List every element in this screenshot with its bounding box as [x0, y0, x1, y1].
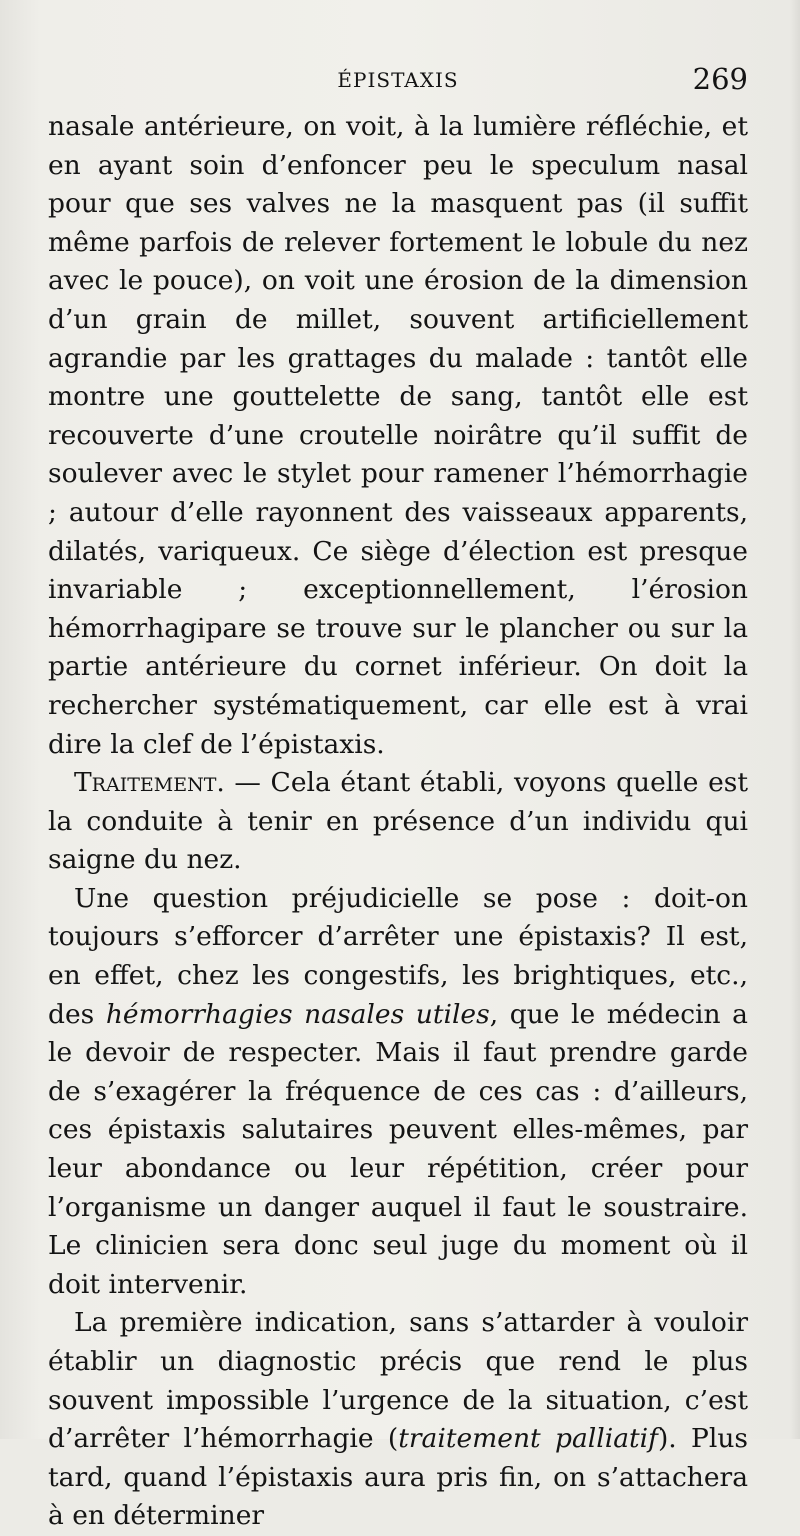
paragraph-4 [48, 1304, 748, 1536]
paragraph-1 [48, 108, 748, 764]
paragraph-4-italic: traitement palliatif [398, 1423, 658, 1455]
paragraph-4-before: La première indication, sans s’attarder à vouloir établir un diagnostic précis que rend le plus souvent impossible l’urgence de la situation, c’est d’arrêter l’hémorrhagie ( [48, 1307, 748, 1455]
paragraph-3-italic: hémorrhagies nasales utiles [105, 998, 490, 1030]
paragraph-4-after: ). Plus tard, quand l’épistaxis aura pris fin, on s’attachera à en déterminer [48, 1423, 748, 1532]
running-header [48, 62, 748, 102]
paragraph-2 [48, 764, 748, 880]
paragraph-1-text: nasale antérieure, on voit, à la lumière réfléchie, et en ayant soin d’enfoncer peu le speculum nasal pour que ses valves ne la masquent pas (il suffit même parfois de relever fortement le lobule du nez avec le pouce), on voit une érosion de la dimension d’un grain de millet, souvent artificiellement agrandie par les grattages du malade : tantôt elle montre une gouttelette de sang, tantôt elle est recouverte d’une croutelle noirâtre qu’il suffit de soulever avec le stylet pour ramener l’hémorrhagie ; autour d’elle rayonnent des vaisseaux apparents, dilatés, variqueux. Ce siège d’élection est presque invariable ; exceptionnellement, l’érosion hémorrhagipare se trouve sur le plancher ou sur la partie antérieure du cornet inférieur. On doit la rechercher systématiquement, car elle est à vrai dire la clef de l’épistaxis. [48, 111, 748, 760]
paragraph-3-before: Une question préjudicielle se pose : doit-on toujours s’efforcer d’arrêter une épistaxis? Il est, en effet, chez les congestifs, les brightiques, etc., des [48, 882, 748, 1030]
paragraph-3-after: , que le médecin a le devoir de respecter. Mais il faut prendre garde de s’exagérer la fréquence de ces cas : d’ailleurs, ces épistaxis salutaires peuvent elles-mêmes, par leur abondance ou leur répétition, créer pour l’organisme un danger auquel il faut le soustraire. Le clinicien sera donc seul juge du moment où il doit intervenir. [48, 998, 748, 1300]
section-lead-traitement: Traitement. [74, 767, 225, 799]
page-number: 269 [692, 62, 748, 96]
paragraph-3 [48, 880, 748, 1305]
paragraph-2-text: — Cela étant établi, voyons quelle est la conduite à tenir en présence d’un individu qui saigne du nez. [48, 767, 748, 876]
running-title: ÉPISTAXIS [337, 68, 459, 92]
body-text [48, 108, 748, 1536]
